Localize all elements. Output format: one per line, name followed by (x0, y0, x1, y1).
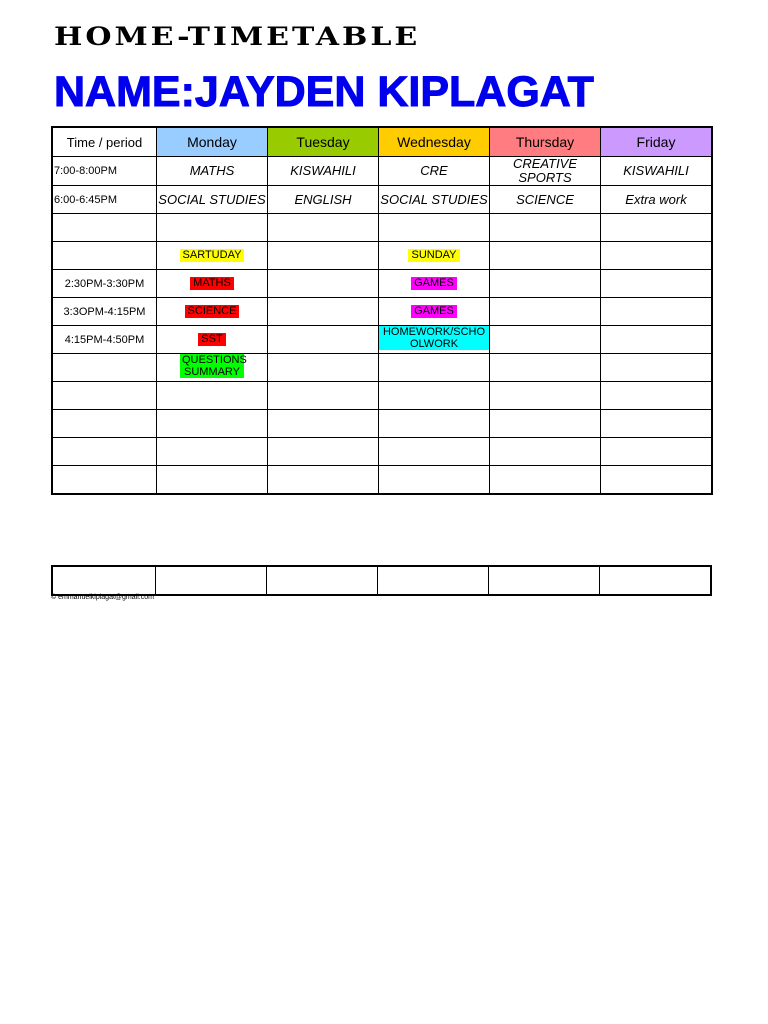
table-row (52, 242, 712, 270)
sunday-label-cell (379, 242, 490, 270)
empty-cell (268, 214, 379, 242)
empty-cell (378, 566, 489, 595)
empty-cell (52, 242, 157, 270)
empty-cell (268, 410, 379, 438)
subject-cell: ENGLISH (268, 186, 379, 214)
subject-highlight: GAMES (411, 305, 457, 318)
empty-cell (268, 298, 379, 326)
table-row (52, 326, 712, 354)
empty-cell (157, 214, 268, 242)
empty-cell (379, 354, 490, 382)
empty-cell (601, 410, 713, 438)
empty-cell (379, 410, 490, 438)
empty-cell (52, 382, 157, 410)
empty-cell (379, 382, 490, 410)
subject-highlight: SCIENCE (185, 305, 240, 318)
empty-cell (490, 242, 601, 270)
subject-cell (157, 326, 268, 354)
time-cell: 6:00-6:45PM (52, 186, 157, 214)
subject-cell: CRE (379, 157, 490, 186)
empty-cell (490, 298, 601, 326)
empty-cell (379, 214, 490, 242)
empty-cell (490, 270, 601, 298)
empty-cell (490, 466, 601, 495)
header-wednesday: Wednesday (379, 127, 490, 157)
empty-cell (601, 438, 713, 466)
empty-cell (379, 466, 490, 495)
table-row (52, 354, 712, 382)
empty-cell (52, 354, 157, 382)
table-row (52, 157, 712, 186)
empty-cell (601, 326, 713, 354)
timetable (51, 126, 713, 495)
student-name: NAME:JAYDEN KIPLAGAT (54, 68, 594, 116)
subject-cell: Extra work (601, 186, 713, 214)
empty-cell (490, 438, 601, 466)
time-cell: 7:00-8:00PM (52, 157, 157, 186)
empty-cell (601, 354, 713, 382)
subject-highlight: GAMES (411, 277, 457, 290)
header-row (52, 127, 712, 157)
sunday-label: SUNDAY (408, 249, 459, 262)
time-cell: 4:15PM-4:50PM (52, 326, 157, 354)
subject-cell (379, 270, 490, 298)
saturday-label: SARTUDAY (180, 249, 245, 262)
subject-highlight: MATHS (190, 277, 234, 290)
subject-cell: MATHS (157, 157, 268, 186)
empty-cell (157, 466, 268, 495)
empty-cell (601, 214, 713, 242)
table-row (52, 214, 712, 242)
empty-cell (268, 438, 379, 466)
empty-cell (379, 438, 490, 466)
subject-cell (157, 298, 268, 326)
bottom-table (51, 565, 712, 596)
empty-cell (601, 466, 713, 495)
empty-cell (268, 382, 379, 410)
table-row (52, 186, 712, 214)
empty-cell (490, 214, 601, 242)
empty-cell (157, 438, 268, 466)
empty-cell (490, 382, 601, 410)
footer-email: © emmanuelkiplagat@gmail.com (51, 594, 154, 601)
table-row (52, 298, 712, 326)
subject-highlight: HOMEWORK/SCHOOLWORK (379, 326, 489, 350)
empty-cell (52, 566, 156, 595)
empty-cell (268, 270, 379, 298)
empty-cell (267, 566, 378, 595)
empty-cell (601, 298, 713, 326)
empty-cell (268, 326, 379, 354)
page-title: HOME-TIMETABLE (54, 22, 421, 52)
subject-cell: KISWAHILI (601, 157, 713, 186)
empty-cell (156, 566, 267, 595)
subject-cell (157, 354, 268, 382)
empty-cell (52, 410, 157, 438)
empty-cell (268, 466, 379, 495)
subject-cell: SOCIAL STUDIES (157, 186, 268, 214)
subject-text: CREATIVE SPORTS (512, 156, 578, 185)
header-monday: Monday (157, 127, 268, 157)
empty-cell (490, 410, 601, 438)
header-tuesday: Tuesday (268, 127, 379, 157)
subject-cell (379, 298, 490, 326)
subject-cell (157, 270, 268, 298)
header-thursday: Thursday (490, 127, 601, 157)
empty-cell (157, 410, 268, 438)
subject-highlight: QUESTIONS SUMMARY (182, 354, 247, 378)
empty-cell (52, 438, 157, 466)
table-row (52, 438, 712, 466)
table-row (52, 382, 712, 410)
header-friday: Friday (601, 127, 713, 157)
subject-cell (379, 326, 490, 354)
subject-cell: KISWAHILI (268, 157, 379, 186)
empty-cell (600, 566, 712, 595)
subject-cell: SOCIAL STUDIES (379, 186, 490, 214)
empty-cell (52, 214, 157, 242)
empty-cell (490, 354, 601, 382)
empty-cell (601, 270, 713, 298)
time-cell: 2:30PM-3:30PM (52, 270, 157, 298)
table-row (52, 466, 712, 495)
saturday-label-cell (157, 242, 268, 270)
table-row (52, 410, 712, 438)
empty-cell (489, 566, 600, 595)
empty-cell (52, 466, 157, 495)
empty-cell (268, 242, 379, 270)
header-time: Time / period (52, 127, 157, 157)
subject-cell (490, 157, 601, 186)
empty-cell (601, 242, 713, 270)
table-row (52, 270, 712, 298)
empty-cell (490, 326, 601, 354)
time-cell: 3:3OPM-4:15PM (52, 298, 157, 326)
empty-cell (268, 354, 379, 382)
table-row (52, 566, 711, 595)
empty-cell (601, 382, 713, 410)
empty-cell (157, 382, 268, 410)
subject-highlight: SST (198, 333, 225, 346)
subject-cell: SCIENCE (490, 186, 601, 214)
